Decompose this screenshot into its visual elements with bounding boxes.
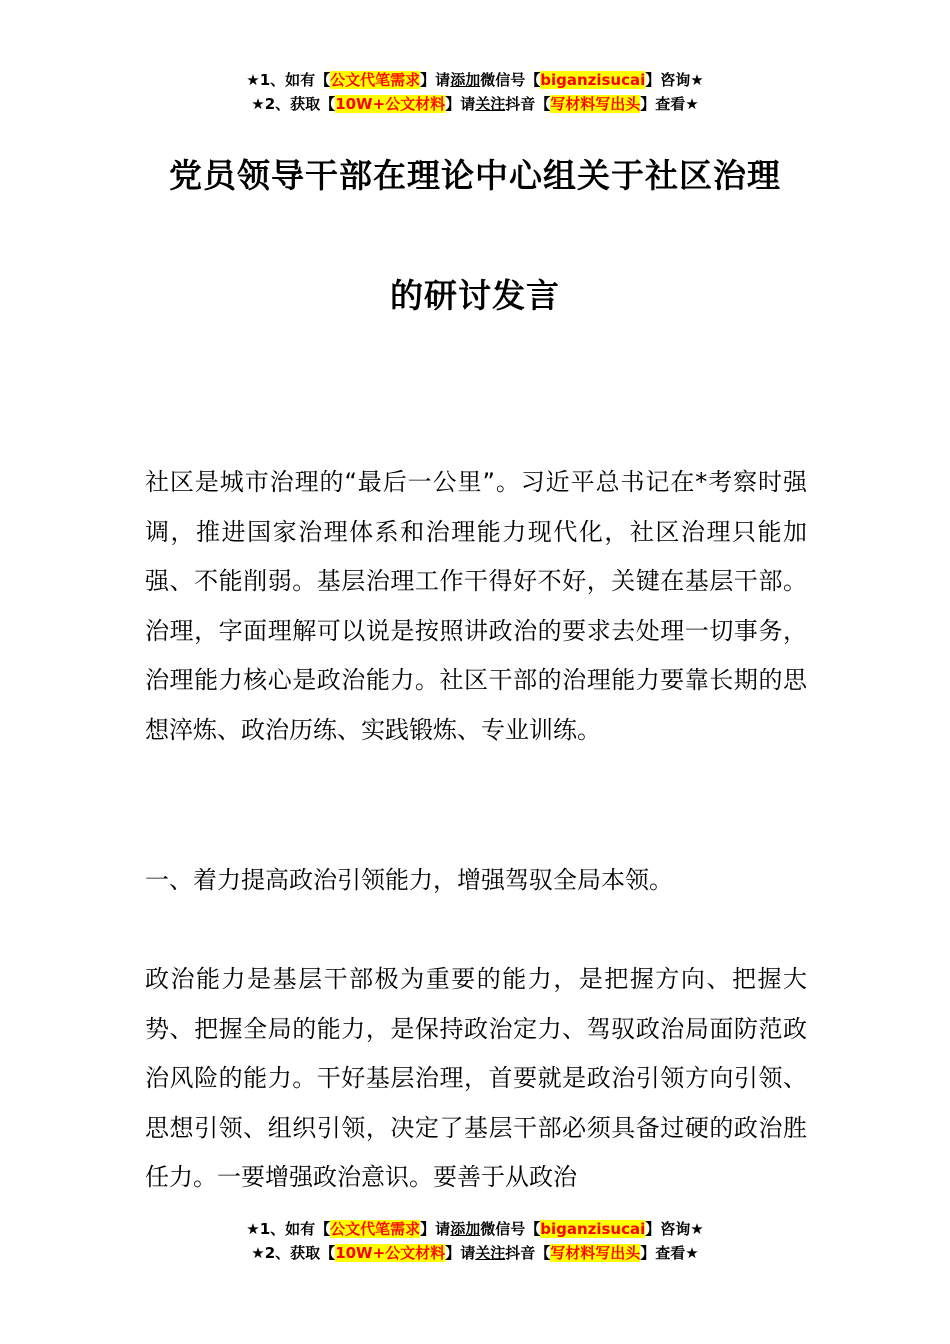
- banner-highlight: biganzisucai: [540, 1220, 646, 1238]
- body-paragraph-1: 社区是城市治理的“最后一公里”。习近平总书记在*考察时强调，推进国家治理体系和治理能力现代化，社区治理只能加强、不能削弱。基层治理工作干得好不好，关键在基层干部。治理，字面理解可以说是按照讲政治的要求去处理一切事务，治理能力核心是政治能力。社区干部的治理能力要靠长期的思想淬炼、政治历练、实践锻炼、专业训练。: [145, 468, 807, 744]
- document-title-line-1: 党员领导干部在理论中心组关于社区治理: [169, 156, 781, 195]
- banner-text: 】查看★: [640, 95, 699, 113]
- banner-line-1: [0, 68, 950, 92]
- header-banner: [0, 68, 950, 116]
- banner-text: ★2、获取【: [251, 1244, 336, 1262]
- section-heading-1: 一、着力提高政治引领能力，增强驾驭全局本领。: [145, 866, 673, 894]
- banner-text: 抖音【: [505, 95, 551, 113]
- banner-highlight: 10W+公文材料: [335, 95, 446, 113]
- banner-highlight: 写材料写出头: [550, 1244, 641, 1262]
- banner-text: 】请: [445, 1244, 476, 1262]
- banner-highlight: 写材料写出头: [550, 95, 641, 113]
- banner-line-2: [0, 92, 950, 116]
- banner-highlight: 公文代笔需求: [330, 71, 421, 89]
- banner-text: ★2、获取【: [251, 95, 336, 113]
- banner-text: 】请: [445, 95, 476, 113]
- banner-text: 微信号【: [480, 1220, 541, 1238]
- banner-text: 】查看★: [640, 1244, 699, 1262]
- banner-text: 】请: [420, 71, 451, 89]
- banner-highlight: 公文代笔需求: [330, 1220, 421, 1238]
- banner-line-1: [0, 1217, 950, 1241]
- banner-underline: 添加: [450, 71, 481, 89]
- banner-underline: 关注: [475, 95, 506, 113]
- body-paragraph-2: 政治能力是基层干部极为重要的能力，是把握方向、把握大势、把握全局的能力，是保持政治定力、驾驭政治局面防范政治风险的能力。干好基层治理，首要就是政治引领方向引领、思想引领、组织引领，决定了基层干部必须具备过硬的政治胜任力。一要增强政治意识。要善于从政治: [145, 965, 807, 1191]
- banner-text: 抖音【: [505, 1244, 551, 1262]
- banner-text: 】咨询★: [645, 1220, 704, 1238]
- footer-banner: [0, 1217, 950, 1265]
- banner-underline: 关注: [475, 1244, 506, 1262]
- banner-line-2: [0, 1241, 950, 1265]
- banner-text: 微信号【: [480, 71, 541, 89]
- banner-highlight: biganzisucai: [540, 71, 646, 89]
- banner-underline: 添加: [450, 1220, 481, 1238]
- banner-text: 】咨询★: [645, 71, 704, 89]
- banner-text: ★1、如有【: [246, 71, 331, 89]
- banner-text: ★1、如有【: [246, 1220, 331, 1238]
- document-title-line-2: 的研讨发言: [390, 276, 560, 315]
- banner-highlight: 10W+公文材料: [335, 1244, 446, 1262]
- banner-text: 】请: [420, 1220, 451, 1238]
